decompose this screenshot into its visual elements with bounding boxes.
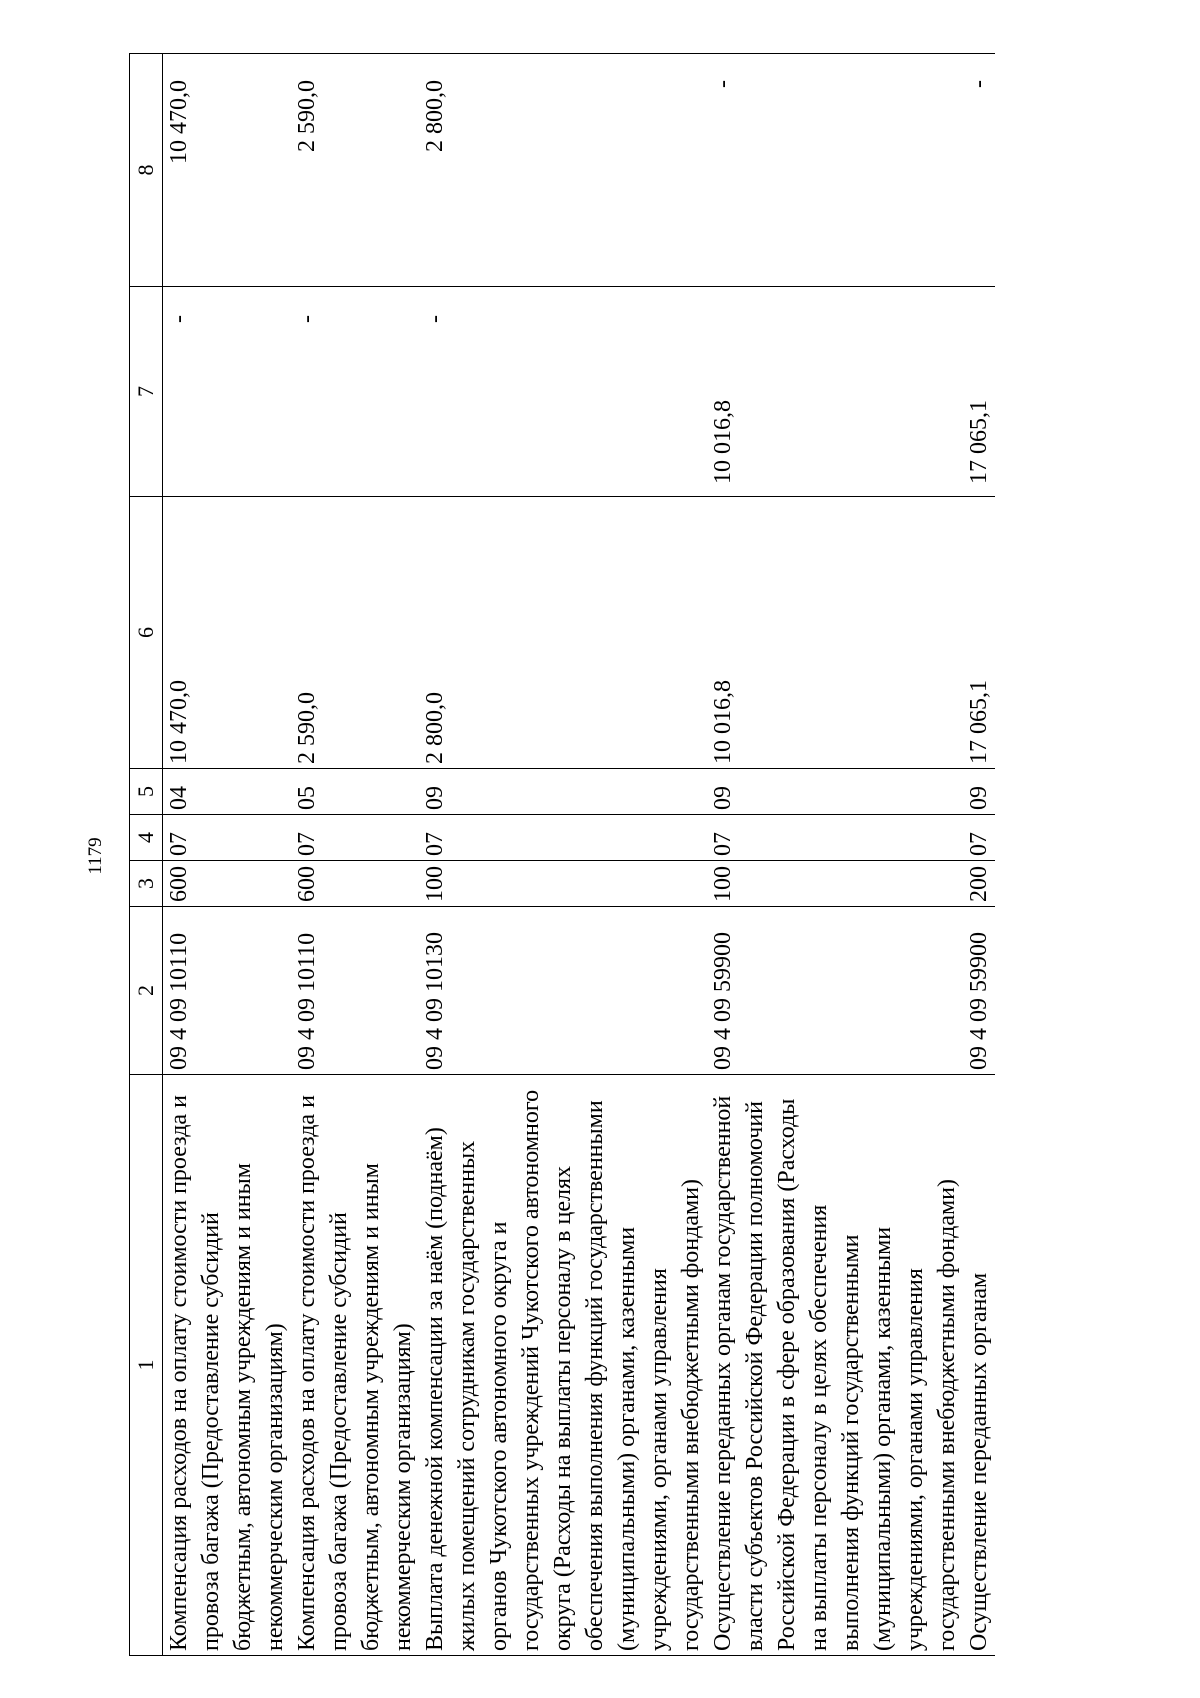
header-row xyxy=(130,54,163,1656)
header-cell: 6 xyxy=(130,497,163,769)
row-csr-code: 09 4 09 59900 xyxy=(963,907,995,1075)
row-federal: - xyxy=(291,287,419,497)
row-vr-code: 600 xyxy=(291,861,419,907)
table-row xyxy=(291,54,419,1656)
row-rz-code: 07 xyxy=(291,815,419,861)
table-row xyxy=(163,54,292,1656)
row-description: Осуществление переданных органам государственной власти субъектов Российской Федерации полномочий Российской Федерации в сфере образования (Расходы на выплаты персоналу в целях обеспечения выполнения функций государственными (муниципальными) органами, казенными учреждениями, органами управления государственными внебюджетными фондами) xyxy=(707,1075,963,1656)
row-regional: 10 470,0 xyxy=(163,54,292,287)
row-vr-code: 100 xyxy=(419,861,707,907)
row-regional: 2 590,0 xyxy=(291,54,419,287)
row-csr-code: 09 4 09 10110 xyxy=(163,907,292,1075)
header-cell: 5 xyxy=(130,769,163,815)
row-pr-code: 09 xyxy=(419,769,707,815)
row-pr-code: 09 xyxy=(963,769,995,815)
row-rz-code: 07 xyxy=(707,815,963,861)
header-cell: 3 xyxy=(130,861,163,907)
header-cell: 8 xyxy=(130,54,163,287)
row-vr-code: 200 xyxy=(963,861,995,907)
row-description: Компенсация расходов на оплату стоимости проезда и провоза багажа (Предоставление субсидий бюджетным, автономным учреждениям и иным некоммерческим организациям) xyxy=(163,1075,292,1656)
header-cell: 1 xyxy=(130,1075,163,1656)
row-pr-code: 09 xyxy=(707,769,963,815)
header-cell: 4 xyxy=(130,815,163,861)
row-rz-code: 07 xyxy=(963,815,995,861)
row-regional: - xyxy=(963,54,995,287)
row-total: 10 470,0 xyxy=(163,497,292,769)
table-row xyxy=(963,54,995,1656)
row-csr-code: 09 4 09 10130 xyxy=(419,907,707,1075)
row-rz-code: 07 xyxy=(163,815,292,861)
row-federal: 10 016,8 xyxy=(707,287,963,497)
row-description: Выплата денежной компенсации за наём (поднаём) жилых помещений сотрудникам государственных органов Чукотского автономного округа и государственных учреждений Чукотского автономного округа (Расходы на выплаты персоналу в целях обеспечения выполнения функций государственными (муниципальными) органами, казенными учреждениями, органами управления государственными внебюджетными фондами) xyxy=(419,1075,707,1656)
page-number: 1179 xyxy=(85,837,106,875)
row-pr-code: 04 xyxy=(163,769,292,815)
budget-table-sheet xyxy=(129,54,1055,1656)
row-total: 2 590,0 xyxy=(291,497,419,769)
row-federal: - xyxy=(419,287,707,497)
row-rz-code: 07 xyxy=(419,815,707,861)
row-regional: - xyxy=(707,54,963,287)
row-total: 2 800,0 xyxy=(419,497,707,769)
row-description: Осуществление переданных органам xyxy=(963,1075,995,1656)
budget-table xyxy=(129,53,995,1656)
row-total: 10 016,8 xyxy=(707,497,963,769)
table-row xyxy=(707,54,963,1656)
row-description: Компенсация расходов на оплату стоимости проезда и провоза багажа (Предоставление субсидий бюджетным, автономным учреждениям и иным некоммерческим организациям) xyxy=(291,1075,419,1656)
row-federal: - xyxy=(163,287,292,497)
header-cell: 7 xyxy=(130,287,163,497)
row-csr-code: 09 4 09 10110 xyxy=(291,907,419,1075)
row-regional: 2 800,0 xyxy=(419,54,707,287)
row-vr-code: 100 xyxy=(707,861,963,907)
table-row xyxy=(419,54,707,1656)
row-federal: 17 065,1 xyxy=(963,287,995,497)
row-total: 17 065,1 xyxy=(963,497,995,769)
row-vr-code: 600 xyxy=(163,861,292,907)
row-csr-code: 09 4 09 59900 xyxy=(707,907,963,1075)
header-cell: 2 xyxy=(130,907,163,1075)
row-pr-code: 05 xyxy=(291,769,419,815)
